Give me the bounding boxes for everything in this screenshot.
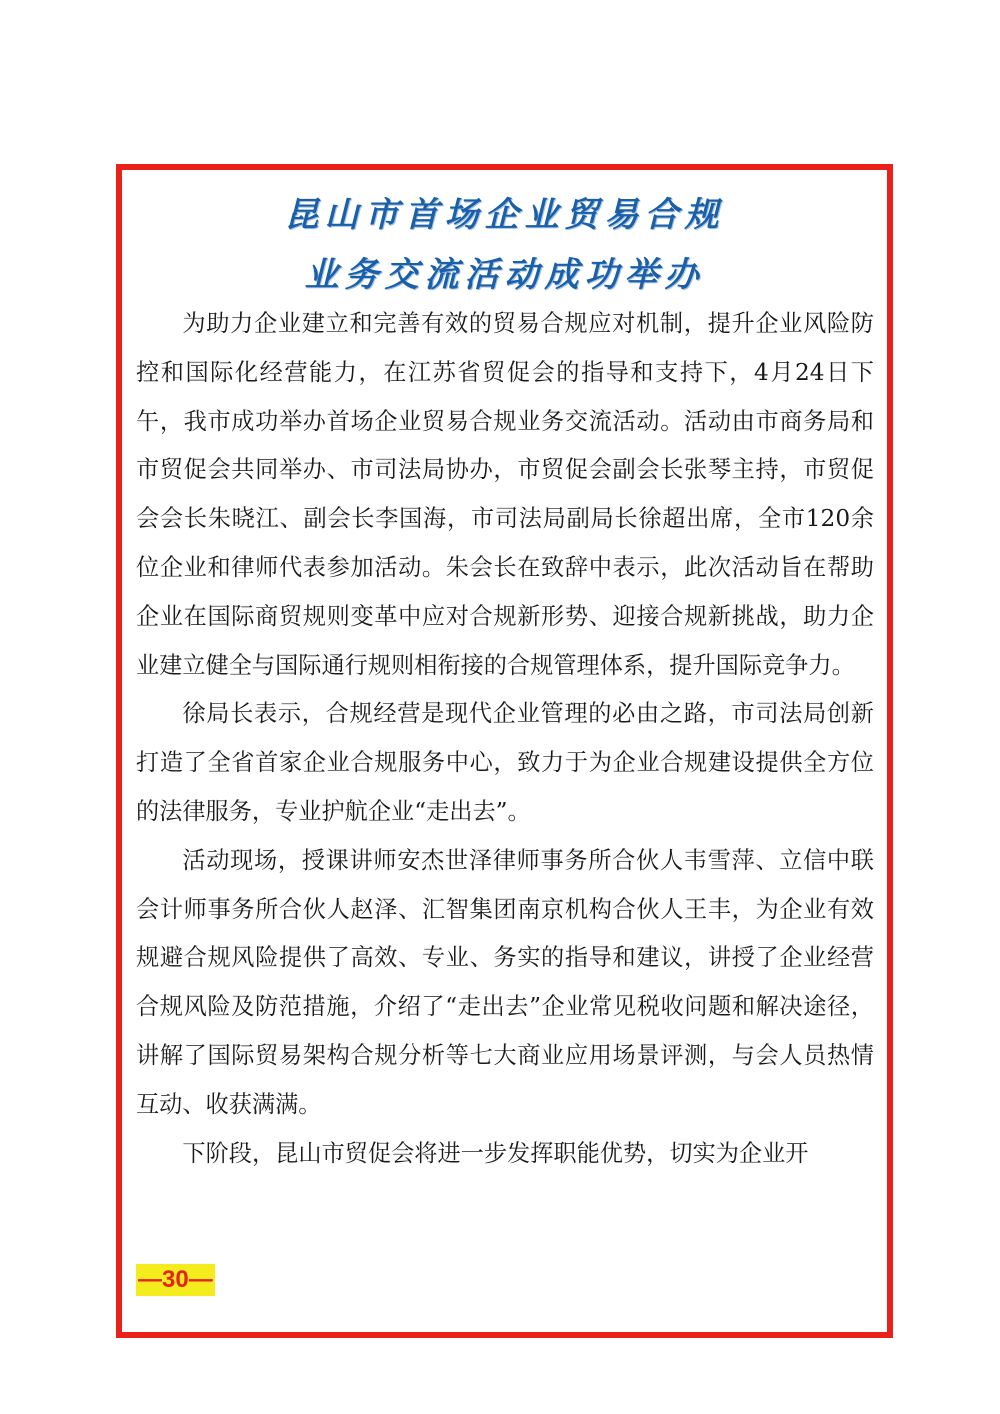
article-title-line-2: 业务交流活动成功举办 xyxy=(304,255,705,295)
page-frame xyxy=(116,164,893,1338)
paragraph-4: 下阶段，昆山市贸促会将进一步发挥职能优势，切实为企业开 xyxy=(182,1139,809,1167)
paragraph-1: 为助力企业建立和完善有效的贸易合规应对机制，提升企业风险防控和国际化经营能力，在江苏省贸促会的指导和支持下，4月24日下午，我市成功举办首场企业贸易合规业务交流活动。活动由市商务局和市贸促会共同举办、市司法局协办，市贸促会副会长张琴主持，市贸促会会长朱晓江、副会长李国海，市司法局副局长徐超出席，全市120余位企业和律师代表参加活动。朱会长在致辞中表示，此次活动旨在帮助企业在国际商贸规则变革中应对合规新形势、迎接合规新挑战，助力企业建立健全与国际通行规则相衔接的合规管理体系，提升国际竞争力。 xyxy=(136,310,874,679)
paragraph-3: 活动现场，授课讲师安杰世泽律师事务所合伙人韦雪萍、立信中联会计师事务所合伙人赵泽、汇智集团南京机构合伙人王丰，为企业有效规避合规风险提供了高效、专业、务实的指导和建议，讲授了企业经营合规风险及防范措施，介绍了“走出去”企业常见税收问题和解决途径，讲解了国际贸易架构合规分析等七大商业应用场景评测，与会人员热情互动、收获满满。 xyxy=(136,846,874,1118)
page-number: —30— xyxy=(136,1264,215,1296)
paragraph-2: 徐局长表示，合规经营是现代企业管理的必由之路，市司法局创新打造了全省首家企业合规服务中心，致力于为企业合规建设提供全方位的法律服务，专业护航企业“走出去”。 xyxy=(136,700,874,825)
article-body xyxy=(136,300,874,1178)
article-title-line-1: 昆山市首场企业贸易合规 xyxy=(284,195,725,235)
